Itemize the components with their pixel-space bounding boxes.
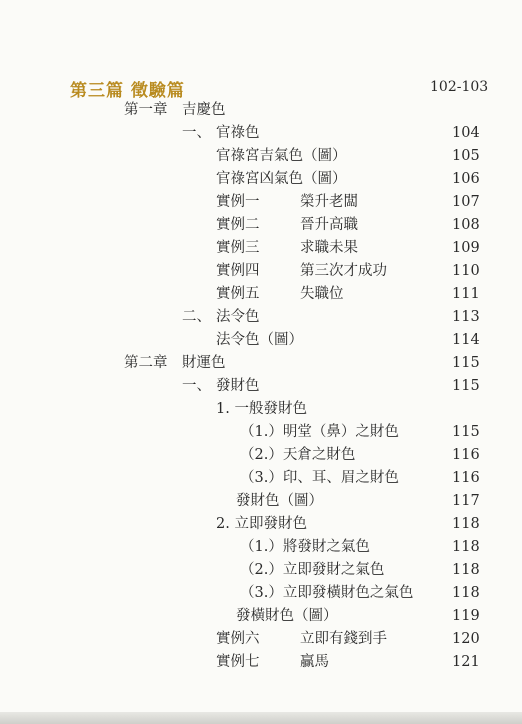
page-number: 106 bbox=[452, 171, 480, 187]
subsection-title: 1. 一般發財色 bbox=[216, 401, 307, 417]
page-number: 118 bbox=[452, 539, 480, 555]
example-title: 榮升老闆 bbox=[300, 194, 358, 210]
example-label: 實例二 bbox=[216, 217, 260, 233]
chapter-title: 吉慶色 bbox=[182, 102, 226, 118]
toc-row bbox=[0, 191, 522, 213]
item-number: 一、 bbox=[182, 378, 211, 394]
toc-row bbox=[0, 651, 522, 673]
page-number: 113 bbox=[452, 309, 480, 325]
page-number: 115 bbox=[452, 378, 480, 394]
item-title: 發財色 bbox=[216, 378, 260, 394]
page-number: 104 bbox=[452, 125, 480, 141]
example-label: 實例五 bbox=[216, 286, 260, 302]
page-number: 115 bbox=[452, 424, 480, 440]
example-label: 實例三 bbox=[216, 240, 260, 256]
scan-edge bbox=[0, 712, 522, 724]
sub-item-title: （1.）明堂（鼻）之財色 bbox=[240, 424, 399, 440]
item-title: 官祿色 bbox=[216, 125, 260, 141]
example-label: 實例六 bbox=[216, 631, 260, 647]
example-label: 實例一 bbox=[216, 194, 260, 210]
toc-row bbox=[0, 237, 522, 259]
page-number: 116 bbox=[452, 470, 480, 486]
page-number: 116 bbox=[452, 447, 480, 463]
page-number: 121 bbox=[452, 654, 480, 670]
item-number: 二、 bbox=[182, 309, 211, 325]
section-page-range: 102-103 bbox=[430, 79, 489, 95]
toc-row bbox=[0, 467, 522, 489]
page-number: 111 bbox=[452, 286, 480, 302]
page-number: 118 bbox=[452, 585, 480, 601]
chapter-label: 第一章 bbox=[124, 102, 168, 118]
example-title: 晉升高職 bbox=[300, 217, 358, 233]
item-number: 一、 bbox=[182, 125, 211, 141]
item-title: 官祿宮凶氣色（圖） bbox=[216, 171, 347, 187]
page-number: 115 bbox=[452, 355, 480, 371]
page-number: 120 bbox=[452, 631, 480, 647]
toc-row bbox=[0, 329, 522, 351]
sub-item-title: （2.）立即發財之氣色 bbox=[240, 562, 385, 578]
item-title: 法令色（圖） bbox=[216, 332, 303, 348]
page-number: 118 bbox=[452, 562, 480, 578]
toc-row bbox=[0, 444, 522, 466]
toc-row bbox=[0, 582, 522, 604]
toc-row bbox=[0, 168, 522, 190]
sub-item-title: （2.）天倉之財色 bbox=[240, 447, 356, 463]
sub-item-title: （1.）將發財之氣色 bbox=[240, 539, 370, 555]
toc-row bbox=[0, 352, 522, 374]
toc-row bbox=[0, 260, 522, 282]
toc-row bbox=[0, 375, 522, 397]
toc-row bbox=[0, 421, 522, 443]
example-title: 第三次才成功 bbox=[300, 263, 387, 279]
toc-row bbox=[0, 536, 522, 558]
subsection-title: 2. 立即發財色 bbox=[216, 516, 307, 532]
toc-row bbox=[0, 398, 522, 420]
sub-item-title: （3.）印、耳、眉之財色 bbox=[240, 470, 399, 486]
section-title: 第三篇 徵驗篇 bbox=[70, 81, 185, 101]
toc-row bbox=[0, 145, 522, 167]
example-label: 實例七 bbox=[216, 654, 260, 670]
toc-row bbox=[0, 605, 522, 627]
page-number: 105 bbox=[452, 148, 480, 164]
example-title: 求職未果 bbox=[300, 240, 358, 256]
page-number: 107 bbox=[452, 194, 480, 210]
toc-row bbox=[0, 513, 522, 535]
toc-row bbox=[0, 306, 522, 328]
page-number: 110 bbox=[452, 263, 480, 279]
item-title: 發財色（圖） bbox=[236, 493, 323, 509]
example-title: 立即有錢到手 bbox=[300, 631, 387, 647]
item-title: 法令色 bbox=[216, 309, 260, 325]
item-title: 官祿宮吉氣色（圖） bbox=[216, 148, 347, 164]
toc-row bbox=[0, 628, 522, 650]
toc-row bbox=[0, 214, 522, 236]
example-title: 失職位 bbox=[300, 286, 344, 302]
page-number: 108 bbox=[452, 217, 480, 233]
example-label: 實例四 bbox=[216, 263, 260, 279]
page-number: 114 bbox=[452, 332, 480, 348]
toc-row bbox=[0, 99, 522, 121]
page-number: 117 bbox=[452, 493, 480, 509]
toc-row bbox=[0, 490, 522, 512]
toc-row bbox=[0, 122, 522, 144]
sub-item-title: （3.）立即發橫財色之氣色 bbox=[240, 585, 414, 601]
page-number: 119 bbox=[452, 608, 480, 624]
toc-row bbox=[0, 559, 522, 581]
page-number: 118 bbox=[452, 516, 480, 532]
toc-row bbox=[0, 283, 522, 305]
example-title: 贏馬 bbox=[300, 654, 329, 670]
page-number: 109 bbox=[452, 240, 480, 256]
item-title: 發橫財色（圖） bbox=[236, 608, 338, 624]
chapter-label: 第二章 bbox=[124, 355, 168, 371]
chapter-title: 財運色 bbox=[182, 355, 226, 371]
